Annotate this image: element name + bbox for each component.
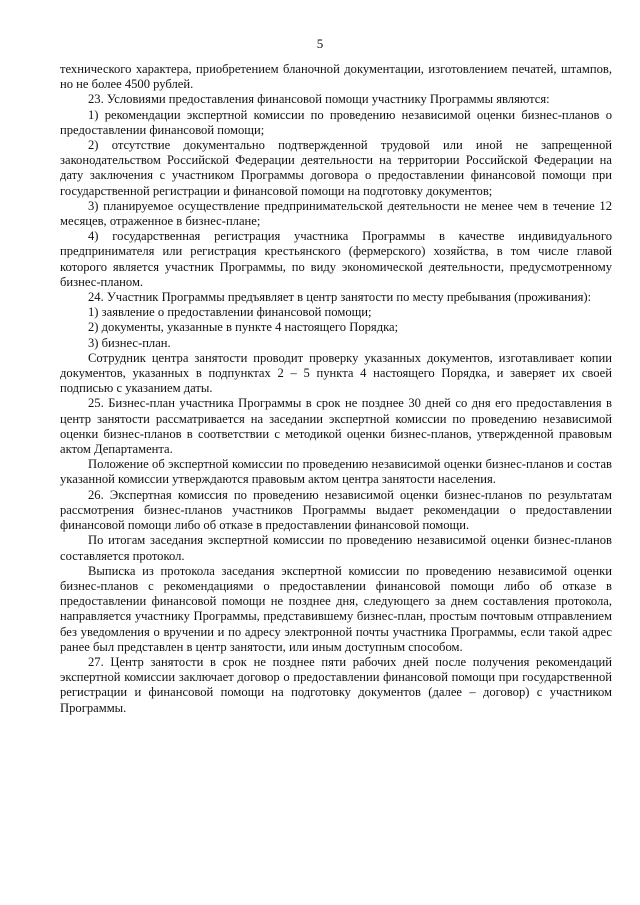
paragraph-24-item-3: 3) бизнес-план. (88, 335, 171, 350)
paragraph-24-item-2: 2) документы, указанные в пункте 4 настоящего Порядка; (88, 320, 399, 335)
paragraph-26: 26. Экспертная комиссия по проведению независимой оценки бизнес-планов по результатам рассмотрения бизнес-планов участников Программы выдает рекомендации о предоставлении финансовой помощи либо об отказе в предоставлении финансовой помощи. (60, 487, 612, 533)
paragraph-23-item-3: 3) планируемое осуществление предпринимательской деятельности не менее чем в течение 12 месяцев, отраженное в бизнес-плане; (60, 198, 612, 229)
paragraph-23-item-4: 4) государственная регистрация участника Программы в качестве индивидуального предпринимателя или регистрация крестьянского (фермерского) хозяйства, в том числе главой которого является участник Программы, по виду экономической деятельности, предусмотренному бизнес-планом. (60, 229, 612, 289)
document-body (60, 62, 612, 716)
paragraph-24-verification: Сотрудник центра занятости проводит проверку указанных документов, изготавливает копии документов, указанных в подпунктах 2 – 5 пункта 4 настоящего Порядка, и заверяет их своей подписью с указанием даты. (60, 350, 612, 396)
paragraph-22-continuation: технического характера, приобретением бланочной документации, изготовлением печатей, штампов, но не более 4500 рублей. (60, 62, 612, 92)
paragraph-25-commission: Положение об экспертной комиссии по проведению независимой оценки бизнес-планов и состав указанной комиссии утверждаются правовым актом центра занятости населения. (60, 457, 612, 487)
paragraph-26-extract: Выписка из протокола заседания экспертной комиссии по проведению независимой оценки бизнес-планов с рекомендациями о предоставлении финансовой помощи либо об отказе в предоставлении финансовой помощи не позднее дня, следующего за днем составления протокола, направляется участнику Программы, представившему бизнес-план, простым почтовым отправлением без уведомления о вручении и по адресу электронной почты участника Программы, если такой адрес ранее был представлен в центр занятости, или иным доступным способом. (60, 563, 612, 654)
paragraph-25: 25. Бизнес-план участника Программы в срок не позднее 30 дней со дня его предоставления в центр занятости рассматривается на заседании экспертной комиссии по проведению независимой оценки бизнес-планов в соответствии с методикой оценки бизнес-планов, утвержденной правовым актом Департамента. (60, 396, 612, 457)
paragraph-27: 27. Центр занятости в срок не позднее пяти рабочих дней после получения рекомендаций экспертной комиссии заключает договор о предоставлении финансовой помощи при государственной регистрации и финансовой помощи на подготовку документов (далее – договор) с участником Программы. (60, 654, 612, 715)
paragraph-23-item-2: 2) отсутствие документально подтвержденной трудовой или иной не запрещенной законодательством Российской Федерации деятельности на территории Российской Федерации на дату заключения с участником Программы договора о предоставлении финансовой помощи при государственной регистрации и финансовой помощи на подготовку документов; (60, 138, 612, 198)
paragraph-23-item-1: 1) рекомендации экспертной комиссии по проведению независимой оценки бизнес-планов о предоставлении финансовой помощи; (60, 107, 612, 137)
paragraph-24: 24. Участник Программы предъявляет в центр занятости по месту пребывания (проживания): (88, 290, 592, 305)
paragraph-26-protocol: По итогам заседания экспертной комиссии по проведению независимой оценки бизнес-планов составляется протокол. (60, 533, 612, 563)
paragraph-24-item-1: 1) заявление о предоставлении финансовой помощи; (88, 305, 372, 320)
page-number: 5 (316, 36, 324, 51)
paragraph-23: 23. Условиями предоставления финансовой помощи участнику Программы являются: (88, 92, 550, 107)
